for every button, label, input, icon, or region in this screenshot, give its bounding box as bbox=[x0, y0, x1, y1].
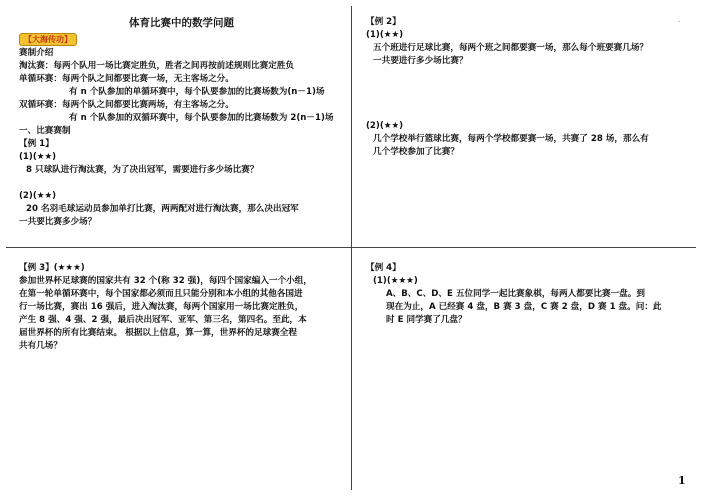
vertical-divider bbox=[351, 6, 352, 490]
ex2-q1-line1: 五个班进行足球比赛，每两个班之间都要赛一场，那么每个班要赛几场？ bbox=[373, 43, 649, 53]
ex1-label: 【例 1】 bbox=[19, 139, 54, 149]
intro-round-robin-formula: 有 n 个队参加的单循环赛中，每个队要参加的比赛场数为(n－1)场 bbox=[69, 87, 325, 97]
ex4-line-2: 现在为止，A 已经赛 4 盘，B 赛 3 盘，C 赛 2 盘，D 赛 1 盘。问：此 bbox=[386, 302, 662, 312]
ex2-q2-line2: 几个学校参加了比赛？ bbox=[373, 147, 459, 157]
corner-mark: · bbox=[678, 18, 681, 26]
ex3-line-1: 参加世界杯足球赛的国家共有 32 个(称 32 强)，每四个国家编入一个小组， bbox=[19, 276, 312, 286]
panel-bottom-right bbox=[366, 262, 686, 327]
panel-bottom-left bbox=[19, 262, 344, 353]
ex1-q2-line1: 20 名羽毛球运动员参加单打比赛，两两配对进行淘汰赛，那么决出冠军 bbox=[26, 204, 299, 214]
panel-top-left bbox=[19, 16, 344, 229]
ex2-q2-num: (2)(★★) bbox=[366, 121, 404, 131]
ex3-line-5: 届世界杯的所有比赛结束。 根据以上信息，算一算，世界杯的足球赛全程 bbox=[19, 328, 297, 338]
ex4-q-num: (1)(★★★) bbox=[373, 276, 418, 286]
ex4-line-1: A、B、C、D、E 五位同学一起比赛象棋，每两人都要比赛一盘。到 bbox=[386, 289, 645, 299]
intro-double-robin-formula: 有 n 个队参加的双循环赛中，每个队要参加的比赛场数为 2(n－1)场 bbox=[69, 113, 334, 123]
ex1-q2-num: (2)(★★) bbox=[19, 191, 57, 201]
doc-title: 体育比赛中的数学问题 bbox=[129, 17, 234, 29]
ex3-line-6: 共有几场？ bbox=[19, 341, 62, 351]
ex3-line-3: 行一场比赛，赛出 16 强后，进入淘汰赛，每两个国家用一场比赛定胜负， bbox=[19, 302, 304, 312]
ex2-q2-line1: 几个学校举行篮球比赛，每两个学校都要赛一场，共赛了 28 场，那么有 bbox=[373, 134, 649, 144]
ex4-line-3: 时 E 同学赛了几盘？ bbox=[386, 315, 467, 325]
ex1-q1-num: (1)(★★) bbox=[19, 152, 57, 162]
ex2-q1-num: (1)(★★) bbox=[366, 30, 404, 40]
intro-knockout: 淘汰赛：每两个队用一场比赛定胜负，胜者之间再按前述规则比赛定胜负 bbox=[19, 61, 295, 71]
ex1-q1-text: 8 只球队进行淘汰赛，为了决出冠军，需要进行多少场比赛？ bbox=[26, 165, 259, 175]
intro-double-robin: 双循环赛：每两个队之间都要比赛两场，有主客场之分。 bbox=[19, 100, 234, 110]
intro-heading: 赛制介绍 bbox=[19, 48, 54, 58]
page-number: 1 bbox=[678, 474, 686, 487]
ex4-label: 【例 4】 bbox=[366, 263, 401, 273]
badge: 【大海传功】 bbox=[19, 33, 77, 46]
panel-top-right bbox=[366, 16, 686, 159]
section-heading: 一、比赛赛制 bbox=[19, 126, 71, 136]
ex2-label: 【例 2】 bbox=[366, 17, 401, 27]
ex2-q1-line2: 一共要进行多少场比赛？ bbox=[373, 56, 468, 66]
ex3-line-2: 在第一轮单循环赛中，每个国家都必须而且只能分别和本小组的其他各国进 bbox=[19, 289, 303, 299]
horizontal-divider bbox=[6, 247, 696, 248]
ex1-q2-line2: 一共要比赛多少场？ bbox=[19, 217, 97, 227]
ex3-line-4: 产生 8 强、4 强、2 强，最后决出冠军、亚军、第三名，第四名。至此，本 bbox=[19, 315, 307, 325]
intro-round-robin: 单循环赛：每两个队之间都要比赛一场，无主客场之分。 bbox=[19, 74, 234, 84]
ex3-label: 【例 3】(★★★) bbox=[19, 263, 85, 273]
